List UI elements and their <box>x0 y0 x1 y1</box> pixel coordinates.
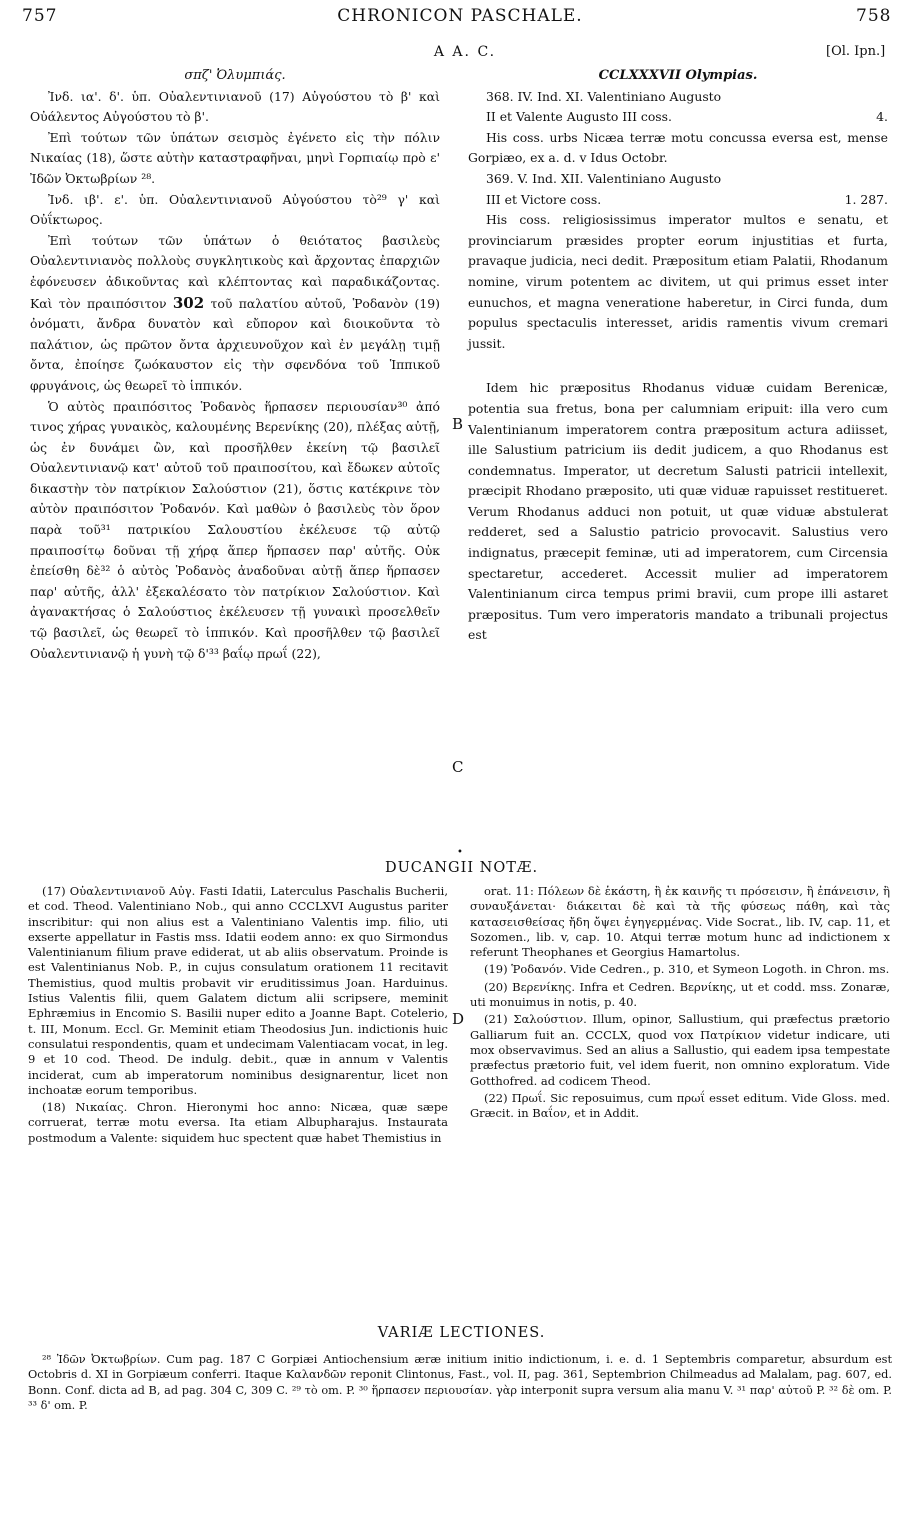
ducange-title: DUCANGII NOTÆ. <box>384 860 539 876</box>
note-20: (20) Βερενίκης. Infra et Cedren. Βερνίκης, ut et codd. mss. Zonaræ, uti monuimus in notis, p. 40. <box>470 979 890 1010</box>
latin-paragraph: His coss. urbs Nicæa terræ motu concussa eversa est, mense Gorpiæo, ex a. d. v Idus Octobr. <box>468 129 888 166</box>
original-page-number: 302 <box>172 293 205 312</box>
note-19: (19) Ῥοδανόν. Vide Cedren., p. 310, et Symeon Logoth. in Chron. ms. <box>484 962 890 977</box>
greek-column <box>30 66 440 664</box>
variae-text: ²⁸ Ἰδῶν Ὀκτωβρίων. Cum pag. 187 C Gorpiæi Antiochensium æræ initium initio indictionum, i. e. d. 1 Septembris comparetur, absurdum est Octobris d. XI in Gorpiæum conferri. Itaque Καλανδῶν reponit Clintonus, Fast., vol. II, pag. 361, Septembrion Chilmeadus ad Malalam, pag. 607, ed. Bonn. Conf. dicta ad B, ad pag. 304 C, 309 C. ²⁹ τὸ om. P. ³⁰ ἥρπασεν περιουσίαν. γὰρ interponit supra versum alia manu V. ³¹ παρ' αὐτοῦ P. ³² δὲ om. P. ³³ δ' om. P. <box>28 1353 892 1413</box>
note-22: (22) Πρωΐ. Sic reposuimus, cum πρωΐ esset editum. Vide Gloss. med. Græcit. in Βαΐον, et in Addit. <box>470 1090 890 1121</box>
greek-text: τοῦ παλατίου αὐτοῦ, Ῥοδανὸν (19) ὀνόματι, ἄνδρα δυνατὸν καὶ εὔπορον καὶ διοικοῦντα τὸ παλάτιον, ὡς πρῶτον ὄντα ἀρχιευνοῦχον καὶ ἐν μεγάλῃ τιμῇ ὄντα, ἐποίησε ζωόκαυστον εἰς τὴν σφενδόνα τοῦ Ἱππικοῦ φρυγάνοις, ὡς θεωρεῖ τὸ ἱππικόν. <box>30 295 440 393</box>
latin-paragraph: His coss. religiosissimus imperator multos e senatu, et provinciarum præsides propter eorum injustitias et furta, pravaque judicia, neci dedit. Præpositum etiam Palatii, Rhodanum nomine, virum potentem ac divitem, ut qui primus esset inter eunuchos, et magna veneratione haberetur, in Circi funda, dum populus spectaculis interesset, aridis ramentis vivum cremari jussit. <box>468 212 888 351</box>
latin-entry-369-line1: 369. V. Ind. XII. Valentiniano Augusto <box>486 170 722 186</box>
note-17: (17) Οὐαλεντινιανοῦ Αὐγ. Fasti Idatii, Laterculus Paschalis Bucherii, et cod. Theod. Valentiniano Nob., qui anno CCCLXVI Augustus pariter inscribitur: qui non alius est a Valentiniano Valentis imp. filio, uti exserte appellatur in Fastis mss. Idatii eodem anno: ex quo Sirmondus Valentinianum filium prave ediderat, ut ab aliis observatum. Proinde is est Valentinianus Nob. P., in cujus consulatum orationem 11 recitavit Themistius, quod multis probavit vir eruditissimus Joan. Harduinus. Istius Valentis filii, quem Galatem dictum alii scripsere, meminit Ephræmius in Encomio S. Basilii nuper edito a Joanne Bapt. Cotelerio, t. III, Monum. Eccl. Gr. Meminit etiam Theodosius Jun. indictionis huic consulatui respondentis, quam et undecimam Valentiacam vocat, in leg. 9 et 10 cod. Theod. De indulg. debit., quæ in annum v Valentis inciderat, cum ab imperatorum nominibus designarentur, licet non inchoatæ eorum temporibus. <box>28 884 448 1097</box>
greek-paragraph: Ἰνδ. ιβ'. ε'. ὑπ. Οὐαλεντινιανοῦ Αὐγούστου τὸ²⁹ γ' καὶ Οὐΐκτωρος. <box>30 191 440 228</box>
latin-paragraph: Idem hic præpositus Rhodanus viduæ cuidam Berenicæ, potentia sua fretus, bona per calumniam eripuit: illa vero cum Valentinianum imperatorem contra præpositum actura adiisset, ille Salustium patricium iis dedit judicem, a quo Rhodanus est condemnatus. Imperator, ut decretum Salusti patricii intellexit, præcipit Rhodano præposito, uti quæ viduæ rapuisset restitueret. Verum Rhodanus adduci non potuit, ut quæ viduæ abstulerat redderet, sed a Salustio patricio provocavit. Salustius vero indignatus, præcepit feminæ, uti ad imperatorem, cum Circensia spectaretur, accederet. Accessit mulier ad imperatorem Valentinianum circa tempus primi bravii, cum prope illi astaret præpositus. Tum vero imperatoris mandato a tribunali projectus est <box>468 380 888 643</box>
greek-paragraph: Ἰνδ. ια'. δ'. ὑπ. Οὐαλεντινιανοῦ (17) Αὐγούστου τὸ β' καὶ Οὐάλεντος Αὐγούστου τὸ β'. <box>30 88 440 125</box>
ducange-notes-left <box>28 884 448 1146</box>
running-title: CHRONICON PASCHALE. <box>337 6 583 26</box>
variae-lectiones <box>28 1352 892 1414</box>
latin-column <box>468 66 888 646</box>
greek-paragraph <box>30 231 440 397</box>
greek-paragraph: Ὁ αὐτὸς πραιπόσιτος Ῥοδανὸς ἥρπασεν περιουσίαν³⁰ ἀπό τινος χήρας γυναικὸς, καλουμένης Βερενίκης (20), πλέξας αὐτῇ, ὡς ἐν δυνάμει ὢν, καὶ προσῆλθεν ἐκείνη τῷ βασιλεῖ Οὐαλεντινιανῷ κατ' αὐτοῦ τοῦ πραιποσίτου, καὶ ἔδωκεν αὐτοῖς δικαστὴν τὸν πατρίκιον Σαλούστιον (21), ὅστις κατέκρινε τὸν αὐτὸν πραιπόσιτον Ῥοδανόν. Καὶ μαθὼν ὁ βασιλεὺς τὸν ὅρον παρὰ τοῦ³¹ πατρικίου Σαλουστίου ἐκέλευσε τῷ αὐτῷ πραιποσίτῳ δοῦναι τῇ χήρᾳ ἅπερ ἥρπασεν παρ' αὐτῆς. Οὐκ ἐπείσθη δὲ³² ὁ αὐτὸς Ῥοδανὸς ἀναδοῦναι αὐτῇ ἅπερ ἥρπασεν παρ' αὐτῆς, ἀλλ' ἐξεκαλέσατο τὸν πατρίκιον Σαλούστιον. Καὶ ἀγανακτήσας ὁ Σαλούστιος ἐκέλευσεν τῇ γυναικὶ προσελθεῖν τῷ βασιλεῖ, ὡς θεωρεῖ τὸ ἱππικόν. Καὶ προσῆλθεν τῷ βασιλεῖ Οὐαλεντινιανῷ ἡ γυνὴ τῷ δ'³³ βαΐῳ πρωΐ (22), <box>30 398 440 661</box>
aera-label: A A. C. <box>433 44 497 60</box>
greek-paragraph: Ἐπὶ τούτων τῶν ὑπάτων σεισμὸς ἐγένετο εἰς τὴν πόλιν Νικαίας (18), ὥστε αὐτὴν καταστραφῆναι, μηνὶ Γορπιαίῳ πρὸ ε' Ἰδῶν Ὀκτωβρίων ²⁸. <box>30 129 440 186</box>
margin-letter-d: D <box>452 1010 465 1028</box>
latin-margin-numbers: 1. 287. <box>844 191 888 207</box>
greek-text: Ἐπὶ τούτων τῶν ὑπάτων ὁ θειότατος βασιλεὺς Οὐαλεντινιανὸς πολλοὺς συγκλητικοὺς καὶ ἄρχοντας ἐπαρχιῶν ἐφόνευσεν ἀδικοῦντας καὶ κλέπτοντας καὶ παραδικάζοντας. Καὶ τὸν πραιπόσιτον <box>30 232 440 311</box>
latin-margin-number: 4. <box>876 109 888 125</box>
ducange-notes-right <box>470 884 890 1121</box>
latin-consuls: II et Valente Augusto III coss. <box>486 109 672 125</box>
page-number-right: 758 <box>856 6 892 26</box>
ornament-dot: • <box>457 847 463 858</box>
olympiad-bracket: [Ol. Ipn.] <box>826 44 886 59</box>
note-18-cont: orat. 11: Πόλεων δὲ ἑκάστη, ἢ ἐκ καινῆς τι πρόσεισιν, ἢ ἐπάνεισιν, ἢ συναυξάνεται· διάκειται δὲ καὶ τὰ τῆς φύσεως πάθη, καὶ τὰς κατασεισθείσας ἤδη ὄψει ἐγηγερμένας. Vide Socrat., lib. IV, cap. 11, et Sozomen., lib. v, cap. 10. Atqui terræ motum hunc ad indictionem x referunt Theophanes et Georgius Hamartolus. <box>470 884 890 960</box>
latin-entry-368-line2 <box>468 107 888 128</box>
margin-letter-c: C <box>452 758 464 776</box>
note-18: (18) Νικαίας. Chron. Hieronymi hoc anno: Nicæa, quæ sæpe corruerat, terræ motu eversa. Ita etiam Albupharajus. Instaurata postmodum a Valente: siquidem huc spectent quæ habet Themistius in <box>28 1100 448 1145</box>
greek-olympiad-heading: σπζ' Ὀλυμπιάς. <box>184 68 286 83</box>
latin-entry-369-line2 <box>468 190 888 211</box>
margin-letter-b: B <box>452 415 464 433</box>
note-21: (21) Σαλούστιον. Illum, opinor, Sallustium, qui præfectus prætorio Galliarum fuit an. CCCLX, quod vox Πατρίκιον videtur indicare, uti mox observavimus. Sed an alius a Sallustio, qui eadem ipsa tempestate præfectus prætorio fuit, vel idem fuerit, non omnino exploratum. Vide Gotthofred. ad codicem Theod. <box>470 1012 890 1088</box>
variae-title: VARIÆ LECTIONES. <box>377 1325 546 1341</box>
page-number-left: 757 <box>22 6 58 26</box>
latin-entry-368-line1: 368. IV. Ind. XI. Valentiniano Augusto <box>486 88 722 104</box>
latin-consuls: III et Victore coss. <box>486 191 602 207</box>
latin-olympiad-heading: CCLXXXVII Olympias. <box>598 68 758 83</box>
